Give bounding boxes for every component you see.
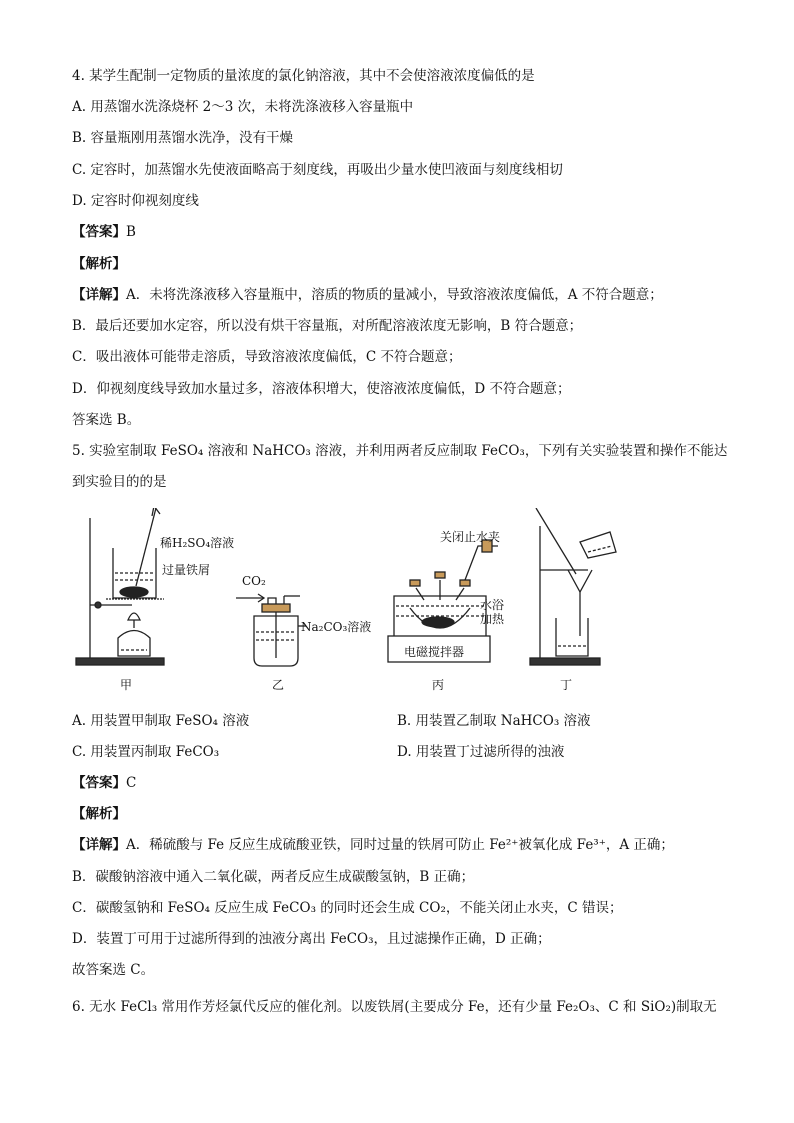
q5-stem-line1: 5. 实验室制取 FeSO₄ 溶液和 NaHCO₃ 溶液，并利用两者反应制取 FeCO₃，下列有关实验装置和操作不能达 xyxy=(72,443,728,459)
q5-option-c: C. 用装置丙制取 FeCO₃ xyxy=(72,744,220,760)
q4-stem: 4. 某学生配制一定物质的量浓度的氯化钠溶液，其中不会使溶液浓度偏低的是 xyxy=(72,68,535,84)
q4-option-a: A. 用蒸馏水洗涤烧杯 2～3 次，未将洗涤液移入容量瓶中 xyxy=(72,99,414,115)
q5-analysis-tag: 【解析】 xyxy=(72,806,126,822)
apparatus-jia xyxy=(76,508,164,665)
q5-detail-c: C．碳酸氢钠和 FeSO₄ 反应生成 FeCO₃ 的同时还会生成 CO₂，不能关闭止水夹，C 错误； xyxy=(72,900,623,916)
q4-option-d: D. 定容时仰视刻度线 xyxy=(72,193,199,209)
q4-option-b: B. 容量瓶刚用蒸馏水洗净，没有干燥 xyxy=(72,130,294,146)
label-dilute-acid: 稀H₂SO₄溶液 xyxy=(160,536,235,550)
q4-answer xyxy=(72,222,136,242)
q4-conclusion: 答案选 B。 xyxy=(72,412,141,428)
detail-text: A．稀硫酸与 Fe 反应生成硫酸亚铁，同时过量的铁屑可防止 Fe²⁺被氧化成 Fe³⁺，A 正确； xyxy=(126,837,674,853)
detail-tag: 【详解】 xyxy=(72,837,126,853)
q5-option-b: B. 用装置乙制取 NaHCO₃ 溶液 xyxy=(397,713,591,729)
caption-jia: 甲 xyxy=(120,678,133,692)
label-stirrer: 电磁搅拌器 xyxy=(404,645,465,659)
label-na2co3: Na₂CO₃溶液 xyxy=(301,620,372,634)
q4-detail-b: B．最后还要加水定容，所以没有烘干容量瓶，对所配溶液浓度无影响，B 符合题意； xyxy=(72,318,583,334)
q5-stem-line2: 到实验目的的是 xyxy=(72,474,167,490)
caption-ding: 丁 xyxy=(560,678,573,692)
caption-yi: 乙 xyxy=(272,678,285,692)
q4-detail-c: C．吸出液体可能带走溶质，导致溶液浓度偏低，C 不符合题意； xyxy=(72,349,462,365)
apparatus-yi xyxy=(236,594,306,666)
caption-bing: 丙 xyxy=(432,678,445,692)
answer-value: B xyxy=(126,224,136,240)
detail-tag: 【详解】 xyxy=(72,287,126,303)
label-heating: 加热 xyxy=(480,612,505,626)
answer-value: C xyxy=(126,775,137,791)
q5-detail-b: B．碳酸钠溶液中通入二氧化碳，两者反应生成碳酸氢钠，B 正确； xyxy=(72,869,475,885)
q5-conclusion: 故答案选 C。 xyxy=(72,962,155,978)
label-close-clamp: 关闭止水夹 xyxy=(440,530,501,544)
q4-analysis-tag: 【解析】 xyxy=(72,256,126,272)
q5-answer xyxy=(72,773,136,793)
q5-detail-a xyxy=(72,835,674,855)
answer-tag: 【答案】 xyxy=(72,224,126,240)
q5-option-a: A. 用装置甲制取 FeSO₄ 溶液 xyxy=(72,713,250,729)
q4-option-c: C. 定容时，加蒸馏水先使液面略高于刻度线，再吸出少量水使凹液面与刻度线相切 xyxy=(72,162,563,178)
label-water-bath: 水浴 xyxy=(480,598,505,612)
apparatus-figure xyxy=(68,508,708,698)
q4-detail-d: D．仰视刻度线导致加水量过多，溶液体积增大，使溶液浓度偏低，D 不符合题意； xyxy=(72,381,571,397)
detail-text: A．未将洗涤液移入容量瓶中，溶质的物质的量减小，导致溶液浓度偏低，A 不符合题意； xyxy=(126,287,663,303)
q6-stem: 6. 无水 FeCl₃ 常用作芳烃氯代反应的催化剂。以废铁屑(主要成分 Fe，还有少量 Fe₂O₃、C 和 SiO₂)制取无 xyxy=(72,999,717,1015)
label-co2: CO₂ xyxy=(242,574,266,588)
q5-option-d: D. 用装置丁过滤所得的浊液 xyxy=(397,744,565,760)
label-excess-iron: 过量铁屑 xyxy=(162,563,211,577)
apparatus-ding xyxy=(530,508,616,665)
q5-detail-d: D．装置丁可用于过滤所得到的浊液分离出 FeCO₃，且过滤操作正确，D 正确； xyxy=(72,931,551,947)
answer-tag: 【答案】 xyxy=(72,775,126,791)
q4-detail-a xyxy=(72,285,663,305)
